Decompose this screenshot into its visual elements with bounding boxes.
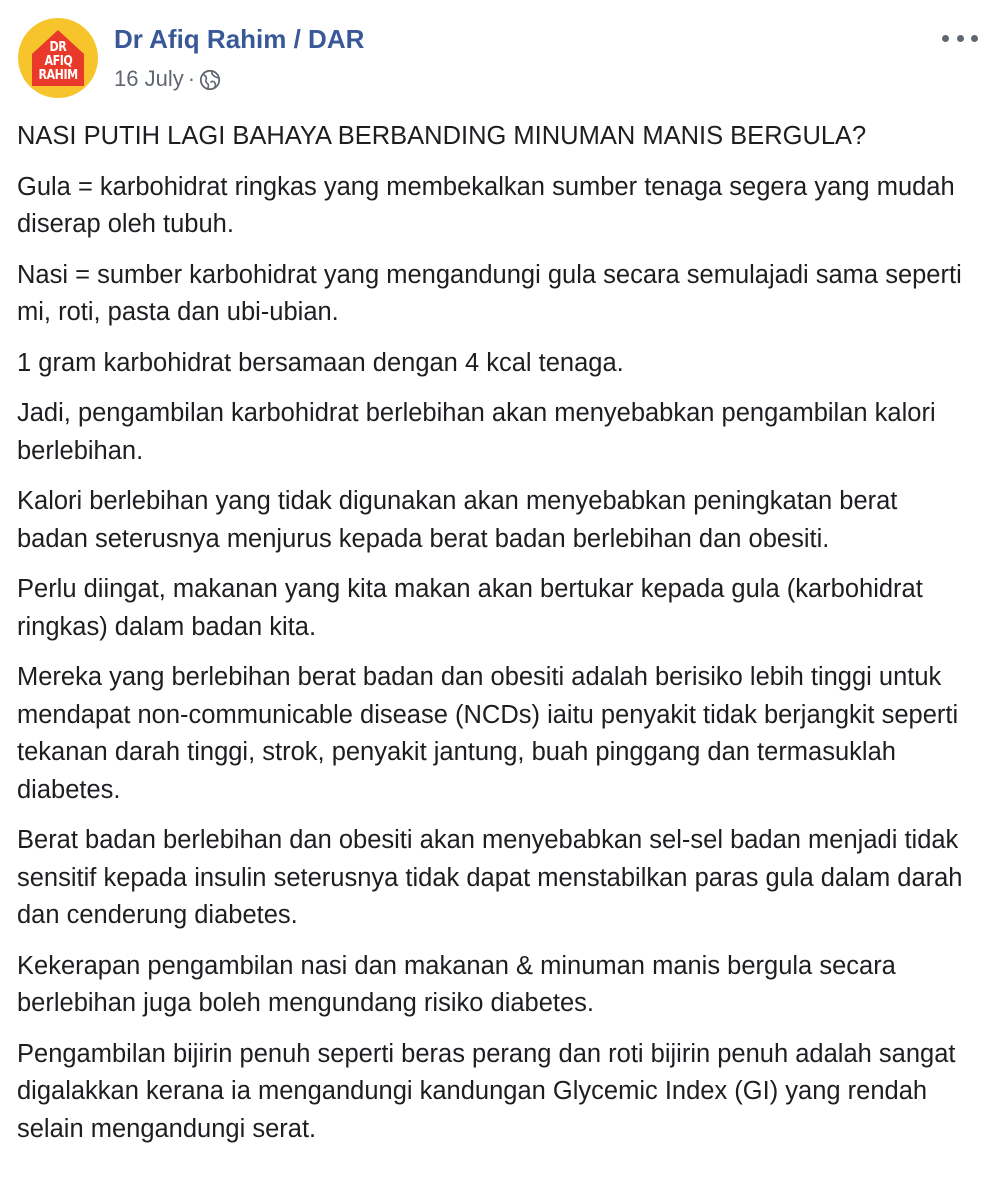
more-options-button[interactable]	[942, 28, 978, 48]
post-body	[17, 118, 975, 1161]
post-paragraph: Mereka yang berlebihan berat badan dan obesiti adalah berisiko lebih tinggi untuk mendapat non-communicable disease (NCDs) iaitu penyakit tidak berjangkit seperti tekanan darah tinggi, strok, penyakit jantung, buah pinggang dan termasuklah diabetes.	[17, 663, 959, 804]
avatar-line-1: DR	[49, 40, 67, 55]
post-date-link[interactable]: 16 July	[114, 66, 184, 91]
avatar[interactable]	[18, 18, 98, 98]
post-paragraph: NASI PUTIH LAGI BAHAYA BERBANDING MINUMAN MANIS BERGULA?	[17, 122, 867, 150]
globe-icon[interactable]	[199, 69, 221, 91]
post-paragraph: Kalori berlebihan yang tidak digunakan akan menyebabkan peningkatan berat badan seterusnya menjurus kepada berat badan berlebihan dan obesiti.	[17, 487, 898, 553]
ellipsis-icon	[942, 35, 949, 42]
avatar-line-3: RAHIM	[38, 68, 78, 83]
post-header	[18, 18, 978, 98]
meta-separator: ·	[187, 66, 196, 91]
post-paragraph: Nasi = sumber karbohidrat yang mengandungi gula secara semulajadi sama seperti mi, roti, pasta dan ubi-ubian.	[17, 260, 962, 326]
ellipsis-icon	[971, 35, 978, 42]
ellipsis-icon	[957, 35, 964, 42]
post-paragraph: Perlu diingat, makanan yang kita makan akan bertukar kepada gula (karbohidrat ringkas) dalam badan kita.	[17, 575, 923, 641]
post-paragraph: Berat badan berlebihan dan obesiti akan menyebabkan sel-sel badan menjadi tidak sensitif kepada insulin seterusnya tidak dapat menstabilkan paras gula dalam darah dan cenderung diabetes.	[17, 826, 963, 929]
post-paragraph: 1 gram karbohidrat bersamaan dengan 4 kcal tenaga.	[17, 348, 624, 377]
post-paragraph: Gula = karbohidrat ringkas yang membekalkan sumber tenaga segera yang mudah diserap oleh tubuh.	[17, 172, 955, 238]
post-paragraph: Pengambilan bijirin penuh seperti beras perang dan roti bijirin penuh adalah sangat digalakkan kerana ia mengandungi kandungan Glycemic Index (GI) yang rendah selain mengandungi serat.	[17, 1039, 956, 1143]
post-meta	[114, 66, 221, 92]
avatar-logo-text	[18, 18, 98, 98]
avatar-line-2: AFIQ	[44, 54, 72, 69]
post-paragraph: Jadi, pengambilan karbohidrat berlebihan akan menyebabkan pengambilan kalori berlebihan.	[17, 399, 936, 465]
post-paragraph: Kekerapan pengambilan nasi dan makanan & minuman manis bergula secara berlebihan juga boleh mengundang risiko diabetes.	[17, 951, 896, 1017]
author-name-link[interactable]: Dr Afiq Rahim / DAR	[114, 24, 365, 54]
